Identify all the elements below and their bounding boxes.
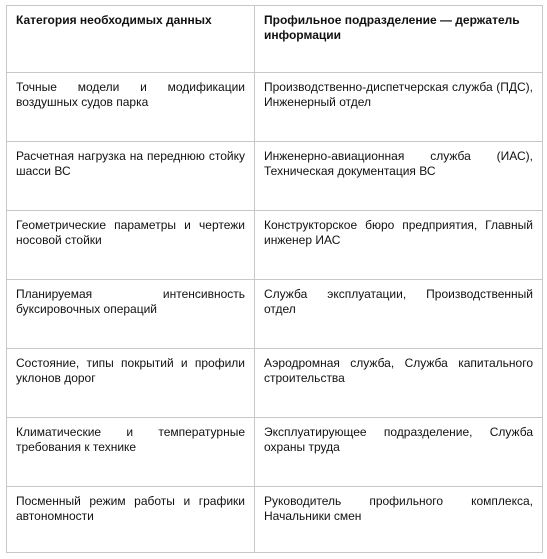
- cell-department: Производственно-диспетчерская служба (ПДС), Инженерный отдел: [255, 73, 543, 142]
- cell-data-category: Посменный режим работы и графики автономности: [7, 487, 255, 553]
- cell-data-category: Точные модели и модификации воздушных судов парка: [7, 73, 255, 142]
- table-header-row: [7, 6, 543, 73]
- table-row: [7, 280, 543, 349]
- cell-department: Аэродромная служба, Служба капитального строительства: [255, 349, 543, 418]
- header-data-category: Категория необходимых данных: [7, 6, 255, 73]
- cell-data-category: Климатические и температурные требования к технике: [7, 418, 255, 487]
- table-row: [7, 211, 543, 280]
- cell-department: Руководитель профильного комплекса, Начальники смен: [255, 487, 543, 553]
- table-row: [7, 418, 543, 487]
- cell-department: Инженерно-авиационная служба (ИАС), Техническая документация ВС: [255, 142, 543, 211]
- cell-data-category: Геометрические параметры и чертежи носовой стойки: [7, 211, 255, 280]
- cell-department: Служба эксплуатации, Производственный отдел: [255, 280, 543, 349]
- cell-data-category: Состояние, типы покрытий и профили уклонов дорог: [7, 349, 255, 418]
- data-holders-table: [6, 5, 543, 553]
- cell-department: Конструкторское бюро предприятия, Главный инженер ИАС: [255, 211, 543, 280]
- cell-data-category: Расчетная нагрузка на переднюю стойку шасси ВС: [7, 142, 255, 211]
- cell-data-category: Планируемая интенсивность буксировочных операций: [7, 280, 255, 349]
- table-row: [7, 73, 543, 142]
- header-responsible-department: Профильное подразделение — держатель информации: [255, 6, 543, 73]
- table-row: [7, 487, 543, 553]
- table-row: [7, 349, 543, 418]
- table-row: [7, 142, 543, 211]
- cell-department: Эксплуатирующее подразделение, Служба охраны труда: [255, 418, 543, 487]
